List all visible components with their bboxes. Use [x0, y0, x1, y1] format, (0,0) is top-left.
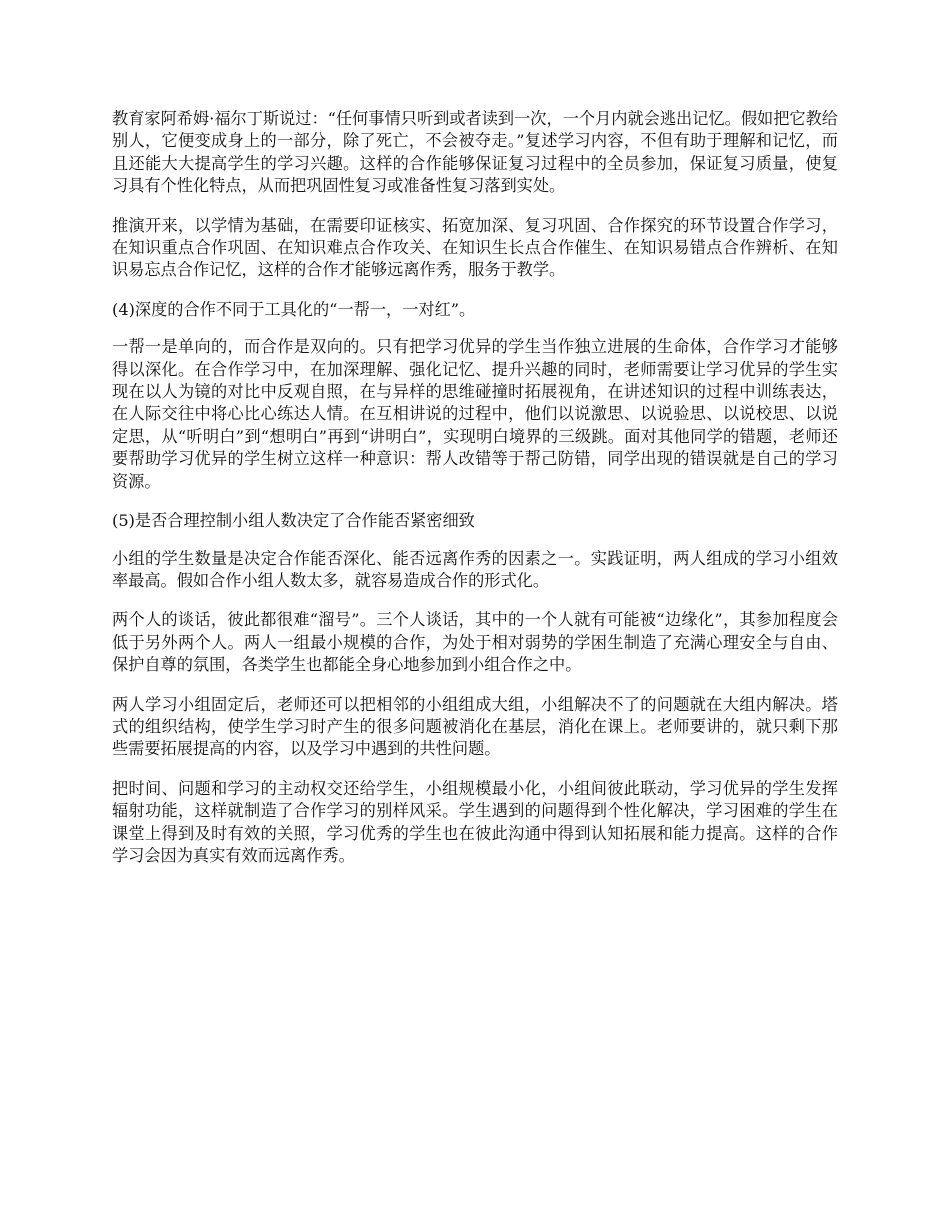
section-heading-4: (4)深度的合作不同于工具化的“一帮一，一对红”。 [112, 299, 476, 319]
section-heading-5: (5)是否合理控制小组人数决定了合作能否紧密细致 [112, 511, 475, 531]
paragraph-4: 小组的学生数量是决定合作能否深化、能否远离作秀的因素之一。实践证明，两人组成的学习小组效率最高。假如合作小组人数太多，就容易造成合作的形式化。 [112, 548, 838, 590]
paragraph-6: 两人学习小组固定后，老师还可以把相邻的小组组成大组，小组解决不了的问题就在大组内解决。塔式的组织结构，使学生学习时产生的很多问题被消化在基层，消化在课上。老师要讲的，就只剩下那些需要拓展提高的内容，以及学习中遇到的共性问题。 [112, 694, 838, 759]
paragraph-7: 把时间、问题和学习的主动权交还给学生，小组规模最小化，小组间彼此联动，学习优异的学生发挥辐射功能，这样就制造了合作学习的别样风采。学生遇到的问题得到个性化解决，学习困难的学生在课堂上得到及时有效的关照，学习优秀的学生也在彼此沟通中得到认知拓展和能力提高。这样的合作学习会因为真实有效而远离作秀。 [112, 778, 838, 865]
paragraph-2: 推演开来，以学情为基础，在需要印证核实、拓宽加深、复习巩固、合作探究的环节设置合作学习，在知识重点合作巩固、在知识难点合作攻关、在知识生长点合作催生、在知识易错点合作辨析、在知识易忘点合作记忆，这样的合作才能够远离作秀，服务于教学。 [112, 215, 838, 280]
paragraph-5: 两个人的谈话，彼此都很难“溜号”。三个人谈话，其中的一个人就有可能被“边缘化”，其参加程度会低于另外两个人。两人一组最小规模的合作，为处于相对弱势的学困生制造了充满心理安全与自由、保护自尊的氛围，各类学生也都能全身心地参加到小组合作之中。 [112, 610, 838, 675]
paragraph-1: 教育家阿希姆·福尔丁斯说过：“任何事情只听到或者读到一次，一个月内就会逃出记忆。假如把它教给别人，它便变成身上的一部分，除了死亡，不会被夺走。”复述学习内容，不但有助于理解和记忆，而且还能大大提高学生的学习兴趣。这样的合作能够保证复习过程中的全员参加，保证复习质量，使复习具有个性化特点，从而把巩固性复习或准备性复习落到实处。 [112, 109, 838, 196]
paragraph-3: 一帮一是单向的，而合作是双向的。只有把学习优异的学生当作独立进展的生命体，合作学习才能够得以深化。在合作学习中，在加深理解、强化记忆、提升兴趣的同时，老师需要让学习优异的学生实现在以人为镜的对比中反观自照，在与异样的思维碰撞时拓展视角，在讲述知识的过程中训练表达，在人际交往中将心比心练达人情。在互相讲说的过程中，他们以说激思、以说验思、以说校思、以说定思，从“听明白”到“想明白”再到“讲明白”，实现明白境界的三级跳。面对其他同学的错题，老师还要帮助学习优异的学生树立这样一种意识：帮人改错等于帮己防错，同学出现的错误就是自己的学习资源。 [112, 337, 838, 491]
